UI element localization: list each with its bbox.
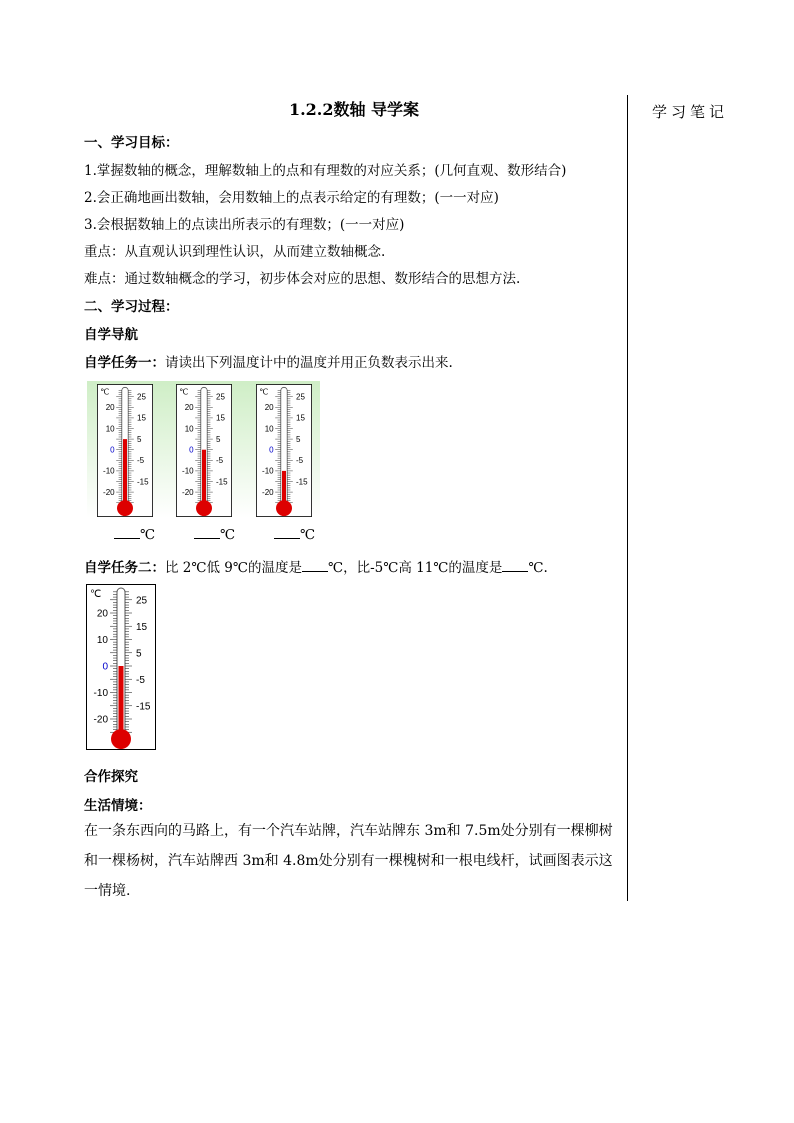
scale-label-right: -5 — [137, 456, 145, 466]
scale-label-left: -20 — [93, 714, 108, 726]
task2-text-c: ℃. — [528, 560, 548, 576]
unit-label: ℃ — [90, 589, 102, 600]
scale-label-left: 0 — [102, 661, 108, 673]
scale-label-right: 5 — [137, 434, 142, 444]
task2-text-a: 比 2℃低 9℃的温度是 — [165, 560, 302, 576]
scale-label-right: -5 — [216, 456, 224, 466]
unit-label: ℃ — [300, 527, 316, 543]
scale-label-right: 5 — [136, 648, 142, 660]
scale-label-right: -15 — [136, 701, 151, 713]
mercury-column — [119, 666, 124, 734]
mercury-column — [202, 450, 206, 504]
scale-label-left: 20 — [184, 403, 194, 413]
goal-1: 1.掌握数轴的概念，理解数轴上的点和有理数的对应关系；(几何直观、数形结合) — [84, 163, 567, 179]
goal-3: 3.会根据数轴上的点读出所表示的有理数；(一一对应) — [84, 217, 405, 233]
scale-label-left: -10 — [262, 466, 274, 476]
key-point: 重点：从直观认识到理性认识，从而建立数轴概念. — [84, 244, 386, 260]
task2-label: 自学任务二： — [84, 560, 165, 576]
scale-label-right: 15 — [216, 413, 225, 423]
blank-line — [194, 527, 220, 539]
scale-label-right: 5 — [216, 434, 221, 444]
scale-label-left: 10 — [105, 424, 115, 434]
unit-label: ℃ — [100, 387, 110, 397]
thermometer-1 — [97, 384, 153, 517]
thermometer-3 — [256, 384, 312, 517]
scale-label-left: 10 — [264, 424, 274, 434]
scale-label-left: 20 — [96, 608, 108, 620]
life-heading: 生活情境： — [84, 798, 152, 814]
answer-blank-4[interactable] — [302, 560, 328, 572]
blank-line — [114, 527, 140, 539]
self-study-heading: 自学导航 — [84, 327, 138, 343]
notes-divider — [627, 95, 628, 901]
scale-label-left: -20 — [182, 487, 194, 497]
scale-label-left: 10 — [184, 424, 194, 434]
task1-text: 请读出下列温度计中的温度并用正负数表示出来. — [165, 355, 453, 371]
section2-heading: 二、学习过程： — [84, 299, 179, 315]
scale-label-right: 5 — [296, 434, 301, 444]
answer-blank-3[interactable] — [274, 527, 315, 543]
answer-blank-1[interactable] — [114, 527, 155, 543]
difficulty: 难点：通过数轴概念的学习，初步体会对应的思想、数形结合的思想方法. — [84, 271, 521, 287]
life-paragraph: 在一条东西向的马路上，有一个汽车站牌，汽车站牌东 3m和 7.5m处分别有一棵柳树和一棵杨树，汽车站牌西 3m和 4.8m处分别有一棵槐树和一根电线杆，试画图表示这一情境. — [84, 823, 613, 899]
scale-label-right: 15 — [296, 413, 305, 423]
blank-line — [274, 527, 300, 539]
scale-label-left: 10 — [96, 635, 108, 646]
unit-label: ℃ — [179, 387, 189, 397]
scale-label-right: 25 — [296, 392, 305, 402]
scale-label-left: -10 — [182, 466, 194, 476]
scale-label-left: 20 — [105, 403, 115, 413]
task2-text-b: ℃，比-5℃高 11℃的温度是 — [327, 560, 503, 576]
scale-label-right: 25 — [216, 392, 225, 402]
scale-label-left: -10 — [103, 466, 115, 476]
notes-title: 学习笔记 — [652, 103, 729, 121]
scale-label-left: 0 — [110, 445, 115, 455]
page-title: 1.2.2数轴 导学案 — [288, 100, 420, 119]
scale-label-right: 15 — [137, 413, 146, 423]
scale-label-left: 0 — [269, 445, 274, 455]
thermometer-bulb — [196, 500, 212, 516]
unit-label: ℃ — [140, 527, 156, 543]
scale-label-left: -10 — [93, 688, 108, 699]
unit-label: ℃ — [259, 387, 269, 397]
scale-label-right: -15 — [296, 477, 308, 487]
cooperate-heading: 合作探究 — [84, 769, 138, 785]
scale-label-right: -5 — [136, 674, 145, 686]
scale-label-right: -5 — [296, 456, 304, 466]
thermometer-bulb — [111, 729, 131, 749]
section1-heading: 一、学习目标： — [84, 135, 179, 151]
mercury-column — [123, 439, 127, 504]
scale-label-right: 15 — [136, 621, 148, 633]
scale-label-left: -20 — [103, 487, 115, 497]
task2 — [84, 556, 548, 576]
thermometer-4 — [86, 584, 156, 750]
unit-label: ℃ — [220, 527, 236, 543]
thermometer-bulb — [117, 500, 133, 516]
scale-label-right: 25 — [136, 595, 148, 607]
scale-label-right: -15 — [216, 477, 228, 487]
scale-label-right: -15 — [137, 477, 149, 487]
scale-label-left: -20 — [262, 487, 274, 497]
mercury-column — [282, 471, 286, 504]
thermometer-2 — [176, 384, 232, 517]
scale-label-right: 25 — [137, 392, 146, 402]
answer-blank-5[interactable] — [502, 560, 528, 572]
scale-label-left: 0 — [189, 445, 194, 455]
goal-2: 2.会正确地画出数轴，会用数轴上的点表示给定的有理数；(一一对应) — [84, 190, 499, 206]
thermometer-bulb — [276, 500, 292, 516]
task1 — [84, 351, 453, 371]
answer-blank-2[interactable] — [194, 527, 235, 543]
task1-label: 自学任务一： — [84, 355, 165, 371]
scale-label-left: 20 — [264, 403, 274, 413]
